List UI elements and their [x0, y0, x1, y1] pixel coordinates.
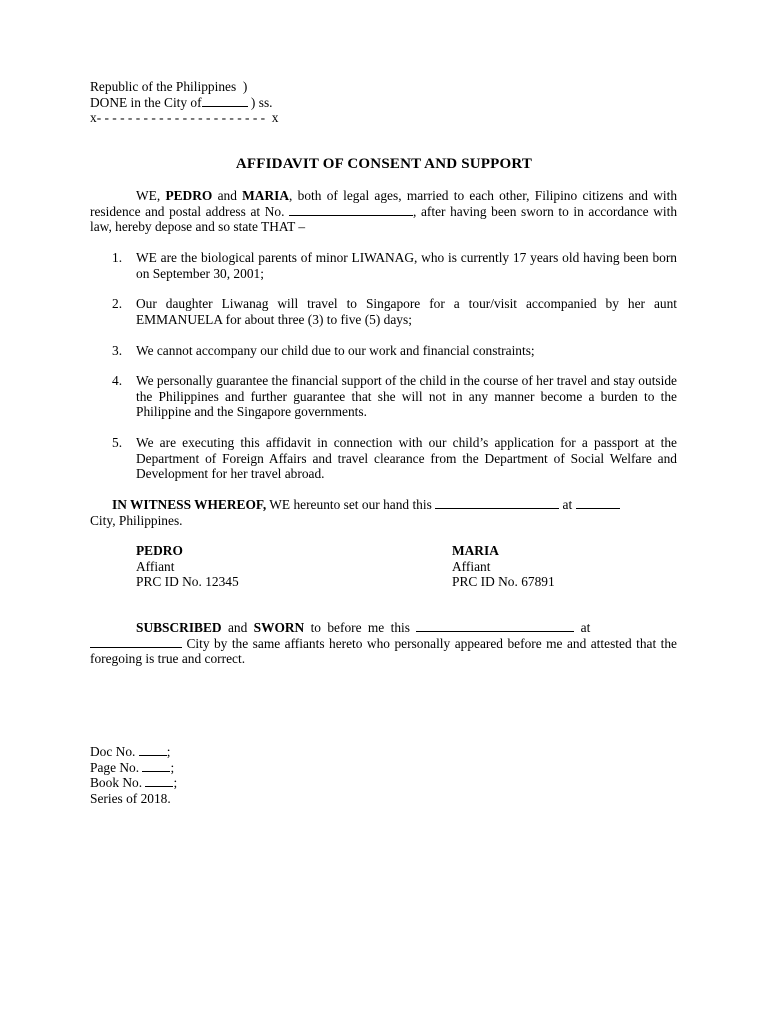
witness-paragraph	[90, 497, 677, 528]
signatory-id: PRC ID No. 12345	[136, 574, 239, 589]
date-blank-field[interactable]	[416, 620, 574, 632]
case-caption	[90, 79, 677, 126]
intro-text-2: , after having been sworn to in accordance with law, hereby depose and so state THAT –	[90, 203, 678, 234]
book-no-line	[90, 775, 677, 791]
signatory-role: Affiant	[452, 558, 491, 574]
city-blank-field[interactable]	[576, 497, 620, 509]
list-item	[112, 373, 677, 420]
doc-no-line	[90, 744, 677, 760]
semicolon: ;	[173, 775, 178, 790]
caption-city-label: DONE in the City of	[90, 94, 202, 110]
item-number: 5.	[112, 435, 123, 450]
city-blank-field[interactable]	[90, 636, 182, 648]
item-text: We are executing this affidavit in connection with our child’s application for a passport at the Department of Foreign Affairs and travel clearance from the Department of Social Welfare and Development for her travel abroad.	[136, 435, 677, 481]
jurat-text-2: at	[574, 620, 591, 635]
witness-text-2: at	[559, 497, 576, 512]
jurat-paragraph	[90, 620, 677, 667]
page-no-line	[90, 760, 677, 776]
jurat-and: and	[221, 620, 254, 635]
item-number: 2.	[112, 296, 123, 311]
signatory-name: PEDRO	[136, 543, 183, 558]
list-item	[112, 250, 677, 281]
list-item	[112, 435, 677, 482]
signatory-role: Affiant	[136, 558, 175, 574]
jurat-text-3: City by the same affiants hereto who personally appeared before me and attested that the foregoing is true and correct.	[90, 635, 677, 666]
jurat-text-1: to before me this	[304, 620, 417, 635]
date-blank-field[interactable]	[435, 497, 559, 509]
caption-republic: Republic of the Philippines )	[90, 79, 248, 94]
witness-text-3: City, Philippines.	[90, 512, 183, 528]
jurat-sworn: SWORN	[253, 620, 305, 635]
list-item	[112, 296, 677, 327]
signatory-id: PRC ID No. 67891	[452, 574, 555, 589]
item-text: We personally guarantee the financial support of the child in the course of her travel and stay outside the Philippines and further guarantee that she will not in any manner become a burden to the Philippine and the Singapore governments.	[136, 373, 677, 419]
item-number: 3.	[112, 343, 123, 358]
city-blank-field[interactable]	[202, 95, 248, 107]
caption-separator: x- - - - - - - - - - - - - - - - - - - - - - x	[90, 110, 279, 125]
notarial-register	[90, 744, 677, 806]
intro-paragraph	[90, 188, 677, 235]
semicolon: ;	[170, 759, 175, 775]
signatory-block	[136, 543, 239, 590]
item-number: 4.	[112, 373, 123, 388]
list-item	[112, 343, 677, 359]
caption-done-in-city	[90, 95, 677, 111]
item-number: 1.	[112, 250, 123, 265]
semicolon: ;	[166, 744, 171, 759]
doc-no-label: Doc No.	[90, 744, 139, 759]
intro-we: WE,	[136, 188, 166, 203]
item-text: Our daughter Liwanag will travel to Singapore for a tour/visit accompanied by her aunt EMMANUELA for about three (3) to five (5) days;	[136, 296, 677, 327]
item-text: We cannot accompany our child due to our work and financial constraints;	[136, 343, 535, 358]
affiant-name-1: PEDRO	[165, 188, 213, 203]
series-line: Series of 2018.	[90, 790, 171, 806]
witness-text-1: WE hereunto set our hand this	[266, 497, 436, 512]
address-blank-field[interactable]	[289, 204, 413, 216]
book-no-blank[interactable]	[145, 775, 173, 787]
affiant-name-2: MARIA	[242, 188, 290, 203]
page-no-label: Page No.	[90, 759, 143, 775]
signatory-block	[452, 543, 555, 590]
document-title: AFFIDAVIT OF CONSENT AND SUPPORT	[235, 156, 533, 172]
caption-ss: ) ss.	[247, 94, 273, 110]
jurat-subscribed: SUBSCRIBED	[136, 620, 222, 635]
page-no-blank[interactable]	[142, 760, 170, 772]
item-text: WE are the biological parents of minor LIWANAG, who is currently 17 years old having been born on September 30, 2001;	[136, 250, 677, 281]
book-no-label: Book No.	[90, 775, 146, 790]
intro-text-1: , both of legal ages, married to each other, Filipino citizens and with residence and postal address at No.	[90, 188, 678, 219]
intro-and: and	[212, 188, 243, 203]
signatory-name: MARIA	[452, 543, 499, 558]
doc-no-blank[interactable]	[139, 744, 167, 756]
witness-heading: IN WITNESS WHEREOF,	[112, 497, 267, 512]
